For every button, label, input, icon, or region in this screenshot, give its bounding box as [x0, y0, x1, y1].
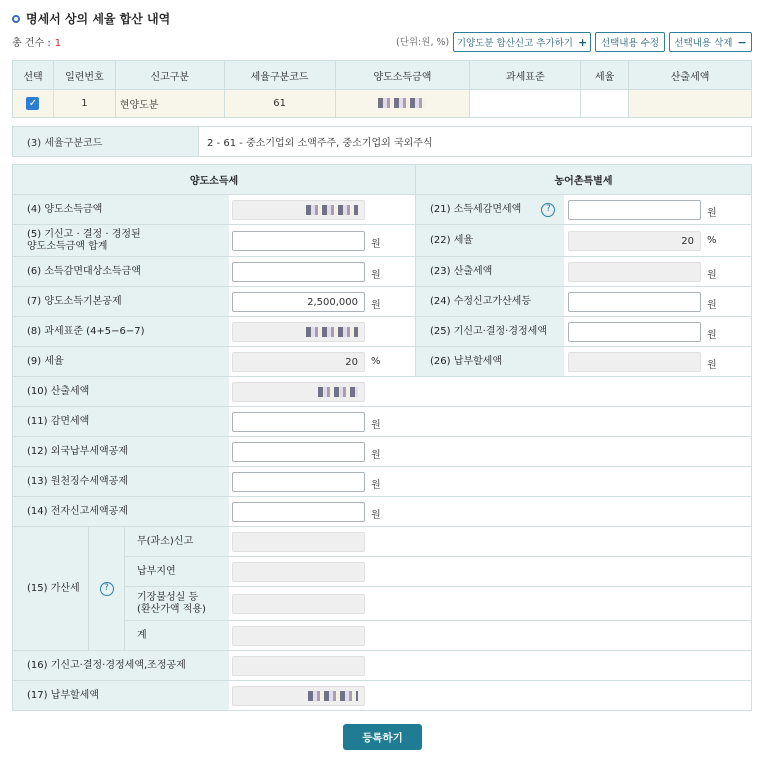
serial-cell: 1: [53, 90, 115, 118]
field-label: (6) 소득감면대상소득금액: [13, 257, 229, 286]
left-row: [13, 195, 416, 225]
left-row: [13, 497, 751, 527]
penalty-item-label: 무(과소)신고: [125, 527, 229, 556]
bottom-row: [13, 681, 751, 710]
amount-input[interactable]: 2,500,000: [232, 292, 365, 312]
amount-input[interactable]: [232, 442, 365, 462]
amount-output: [232, 656, 365, 676]
amount-cell: [335, 90, 470, 118]
tax-detail-grid: [12, 164, 752, 711]
field-label: (22) 세율: [416, 225, 564, 256]
redacted-value: [378, 98, 426, 108]
total-count: 총 건수 : 1: [12, 38, 62, 49]
right-row: [416, 195, 751, 225]
minus-icon: −: [737, 35, 747, 49]
field-label: (5) 기신고 · 결정 · 경정된 양도소득금액 합계: [13, 225, 229, 256]
left-row: [13, 287, 416, 317]
amount-input[interactable]: [232, 262, 365, 282]
col-header: 선택: [13, 61, 54, 90]
penalty-amount: [232, 626, 365, 646]
left-row: [13, 225, 416, 257]
redacted-value: [308, 691, 358, 701]
penalty-amount: [232, 562, 365, 582]
field-label: (8) 과세표준 (4+5−6−7): [13, 317, 229, 346]
redacted-value: [306, 327, 358, 337]
unit-note: (단위:원, %): [396, 37, 450, 48]
col-header: 신고구분: [115, 61, 224, 90]
summary-table: [12, 60, 752, 118]
penalty-row: [125, 587, 751, 621]
unit-label: 원: [371, 480, 381, 491]
penalty-row: [125, 621, 751, 651]
amount-input: [232, 200, 365, 220]
amount-input: [568, 352, 701, 372]
left-row: [13, 467, 751, 497]
left-row: [13, 377, 751, 407]
unit-label: %: [371, 356, 381, 367]
penalty-row: [125, 527, 751, 557]
tax-base-cell: [470, 90, 581, 118]
amount-input[interactable]: [568, 200, 701, 220]
field-label: (4) 양도소득금액: [13, 195, 229, 224]
delete-selected-button[interactable]: 선택내용 삭제 −: [669, 32, 752, 52]
left-row: [13, 317, 416, 347]
col-header: 세율: [581, 61, 629, 90]
add-previous-transfer-button[interactable]: 기양도분 합산신고 추가하기 +: [453, 32, 591, 52]
amount-input[interactable]: [232, 231, 365, 251]
right-row: [416, 347, 751, 377]
bottom-row: [13, 651, 751, 681]
unit-label: 원: [371, 270, 381, 281]
title-bullet-icon: [12, 15, 20, 23]
unit-label: 원: [371, 450, 381, 461]
rate-cell: [581, 90, 629, 118]
edit-selected-button[interactable]: 선택내용 수정: [595, 32, 665, 52]
unit-label: 원: [371, 420, 381, 431]
field-label: (23) 산출세액: [416, 257, 564, 286]
unit-label: 원: [707, 208, 717, 219]
amount-input[interactable]: [232, 502, 365, 522]
penalty-amount: [232, 532, 365, 552]
field-label: (11) 감면세액: [13, 407, 229, 436]
penalty-label: (15) 가산세: [13, 527, 89, 651]
amount-input[interactable]: [232, 412, 365, 432]
redacted-value: [306, 205, 358, 215]
amount-input: [232, 382, 365, 402]
right-row: [416, 225, 751, 257]
row-select-checkbox[interactable]: ✓: [26, 97, 39, 110]
unit-label: 원: [707, 300, 717, 311]
section-header-transfer-income-tax: 양도소득세: [13, 165, 416, 195]
col-header: 과세표준: [470, 61, 581, 90]
penalty-help-cell: [89, 527, 125, 651]
plus-icon: +: [577, 35, 588, 49]
field-label: (13) 원천징수세액공제: [13, 467, 229, 496]
amount-input: [568, 262, 701, 282]
rate-code-value: 2 - 61 - 중소기업외 소액주주, 중소기업외 국외주식: [207, 138, 433, 149]
right-row: [416, 317, 751, 347]
register-button[interactable]: 등록하기: [343, 724, 422, 750]
left-row: [13, 257, 416, 287]
penalty-item-label: 납부지연: [125, 557, 229, 586]
unit-label: 원: [707, 270, 717, 281]
col-header: 양도소득금액: [335, 61, 470, 90]
col-header: 세율구분코드: [224, 61, 335, 90]
field-label: (7) 양도소득기본공제: [13, 287, 229, 316]
field-label: (21) 소득세감면세액 ?: [416, 195, 564, 224]
table-row[interactable]: [13, 90, 752, 118]
code-cell: 61: [224, 90, 335, 118]
field-label: (14) 전자신고세액공제: [13, 497, 229, 526]
type-cell: 현양도분: [115, 90, 224, 118]
right-row: [416, 287, 751, 317]
col-header: 일련번호: [53, 61, 115, 90]
field-label: (9) 세율: [13, 347, 229, 376]
unit-label: 원: [371, 300, 381, 311]
rate-code-row: [12, 126, 752, 157]
field-label: (25) 기신고·결정·경정세액: [416, 317, 564, 346]
help-icon[interactable]: ?: [541, 203, 555, 217]
amount-input: [232, 322, 365, 342]
unit-label: 원: [707, 360, 717, 371]
unit-label: 원: [707, 330, 717, 341]
field-label: (10) 산출세액: [13, 377, 229, 406]
redacted-value: [318, 387, 358, 397]
penalty-item-label: 계: [125, 621, 229, 650]
left-row: [13, 437, 751, 467]
amount-input[interactable]: [568, 292, 701, 312]
unit-label: 원: [371, 510, 381, 521]
penalty-item-label: 기장불성실 등 (환산가액 적용): [125, 587, 229, 620]
page-title: 명세서 상의 세율 합산 내역: [12, 10, 170, 27]
section-header-rural-special-tax: 농어촌특별세: [416, 165, 751, 195]
field-label: (16) 기신고·결정·경정세액,조정공제: [13, 651, 229, 680]
help-icon[interactable]: ?: [100, 582, 114, 596]
computed-tax-cell: [629, 90, 752, 118]
field-label: (26) 납부할세액: [416, 347, 564, 376]
field-label: (24) 수정신고가산세등: [416, 287, 564, 316]
penalty-amount: [232, 594, 365, 614]
amount-input: 20: [232, 352, 365, 372]
amount-input[interactable]: [232, 472, 365, 492]
penalty-row: [125, 557, 751, 587]
col-header: 산출세액: [629, 61, 752, 90]
rate-code-label: (3) 세율구분코드: [13, 127, 199, 156]
field-label: (12) 외국납부세액공제: [13, 437, 229, 466]
amount-output: [232, 686, 365, 706]
left-row: [13, 407, 751, 437]
amount-input: 20: [568, 231, 701, 251]
left-row: [13, 347, 416, 377]
unit-label: 원: [371, 239, 381, 250]
right-row: [416, 257, 751, 287]
amount-input[interactable]: [568, 322, 701, 342]
field-label: (17) 납부할세액: [13, 681, 229, 710]
unit-label: %: [707, 235, 717, 246]
